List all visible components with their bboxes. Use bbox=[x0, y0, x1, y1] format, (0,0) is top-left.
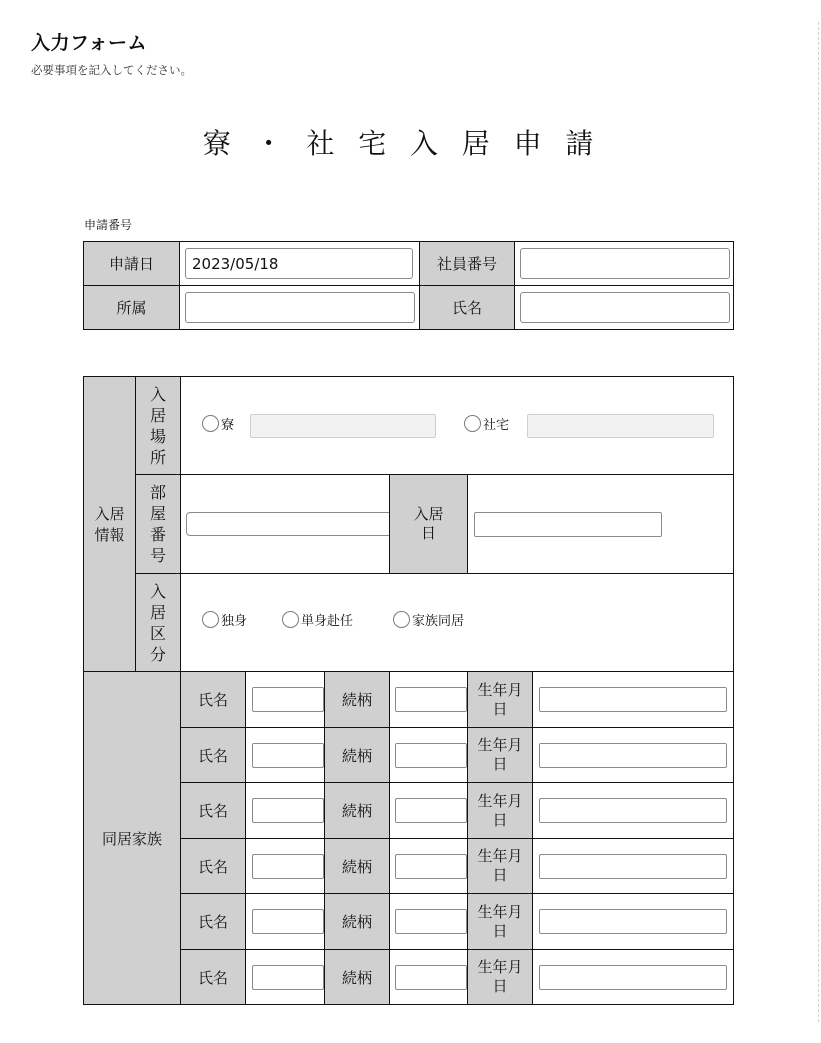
family-relation-input[interactable] bbox=[395, 909, 467, 934]
family-birthdate-input[interactable] bbox=[539, 965, 727, 990]
family-relation-label: 続柄 bbox=[325, 783, 390, 839]
category-option-solo-transfer[interactable]: 単身赴任 bbox=[282, 610, 353, 629]
room-number-input[interactable] bbox=[186, 512, 423, 536]
family-relation-label: 続柄 bbox=[325, 894, 390, 950]
room-number-label: 部屋番号 bbox=[150, 483, 167, 565]
move-in-table bbox=[83, 376, 734, 672]
family-birthdate-input[interactable] bbox=[539, 687, 727, 712]
family-name-input[interactable] bbox=[252, 854, 324, 879]
family-name-input[interactable] bbox=[252, 743, 324, 768]
radio-icon[interactable] bbox=[282, 611, 299, 628]
form-subtitle: 必要事項を記入してください。 bbox=[31, 63, 192, 77]
document-title: 寮・社宅入居申請 bbox=[202, 127, 618, 160]
radio-icon[interactable] bbox=[202, 415, 219, 432]
category-cell bbox=[181, 574, 734, 672]
company-house-detail-input[interactable] bbox=[527, 414, 714, 438]
employee-number-input[interactable] bbox=[520, 248, 730, 279]
category-label: 入居区分 bbox=[150, 581, 167, 664]
application-number-label: 申請番号 bbox=[84, 218, 133, 232]
family-birthdate-input[interactable] bbox=[539, 854, 727, 879]
family-table bbox=[83, 671, 734, 1005]
location-option-company-house[interactable]: 社宅 bbox=[464, 414, 509, 433]
family-birthdate-input[interactable] bbox=[539, 909, 727, 934]
page-edge-divider bbox=[818, 22, 819, 1022]
application-date-input[interactable] bbox=[185, 248, 413, 279]
location-option-dorm[interactable]: 寮 bbox=[202, 414, 234, 433]
family-relation-input[interactable] bbox=[395, 854, 467, 879]
family-relation-input[interactable] bbox=[395, 798, 467, 823]
application-date-label: 申請日 bbox=[84, 242, 180, 286]
family-birthdate-label: 生年月 日 bbox=[468, 839, 533, 894]
family-relation-input[interactable] bbox=[395, 743, 467, 768]
family-section-label: 同居家族 bbox=[84, 672, 181, 1005]
family-name-input[interactable] bbox=[252, 965, 324, 990]
family-birthdate-label: 生年月 日 bbox=[468, 728, 533, 783]
form-title: 入力フォーム bbox=[31, 32, 148, 54]
family-name-label: 氏名 bbox=[181, 728, 246, 783]
dorm-detail-input[interactable] bbox=[250, 414, 436, 438]
department-label: 所属 bbox=[84, 286, 180, 330]
location-cell bbox=[181, 377, 734, 475]
employee-number-label: 社員番号 bbox=[420, 242, 515, 286]
radio-icon[interactable] bbox=[202, 611, 219, 628]
family-relation-label: 続柄 bbox=[325, 728, 390, 783]
family-relation-input[interactable] bbox=[395, 965, 467, 990]
family-birthdate-label: 生年月 日 bbox=[468, 894, 533, 950]
family-name-label: 氏名 bbox=[181, 839, 246, 894]
basic-info-table bbox=[83, 241, 734, 330]
category-option-single[interactable]: 独身 bbox=[202, 610, 247, 629]
family-birthdate-label: 生年月 日 bbox=[468, 783, 533, 839]
family-name-label: 氏名 bbox=[181, 950, 246, 1005]
family-birthdate-label: 生年月 日 bbox=[468, 950, 533, 1005]
family-relation-label: 続柄 bbox=[325, 950, 390, 1005]
name-input[interactable] bbox=[520, 292, 730, 323]
name-label: 氏名 bbox=[420, 286, 515, 330]
family-birthdate-input[interactable] bbox=[539, 798, 727, 823]
radio-icon[interactable] bbox=[464, 415, 481, 432]
location-label: 入居場所 bbox=[150, 384, 167, 467]
family-relation-label: 続柄 bbox=[325, 672, 390, 728]
family-birthdate-label: 生年月 日 bbox=[468, 672, 533, 728]
family-name-label: 氏名 bbox=[181, 783, 246, 839]
family-name-label: 氏名 bbox=[181, 894, 246, 950]
family-name-input[interactable] bbox=[252, 798, 324, 823]
move-in-date-label: 入居 日 bbox=[390, 475, 468, 574]
department-input[interactable] bbox=[185, 292, 415, 323]
family-relation-input[interactable] bbox=[395, 687, 467, 712]
family-name-input[interactable] bbox=[252, 687, 324, 712]
family-name-input[interactable] bbox=[252, 909, 324, 934]
family-relation-label: 続柄 bbox=[325, 839, 390, 894]
category-option-with-family[interactable]: 家族同居 bbox=[393, 610, 464, 629]
move-in-date-input[interactable] bbox=[474, 512, 662, 537]
move-in-info-label: 入居 情報 bbox=[84, 377, 136, 672]
family-name-label: 氏名 bbox=[181, 672, 246, 728]
radio-icon[interactable] bbox=[393, 611, 410, 628]
family-birthdate-input[interactable] bbox=[539, 743, 727, 768]
